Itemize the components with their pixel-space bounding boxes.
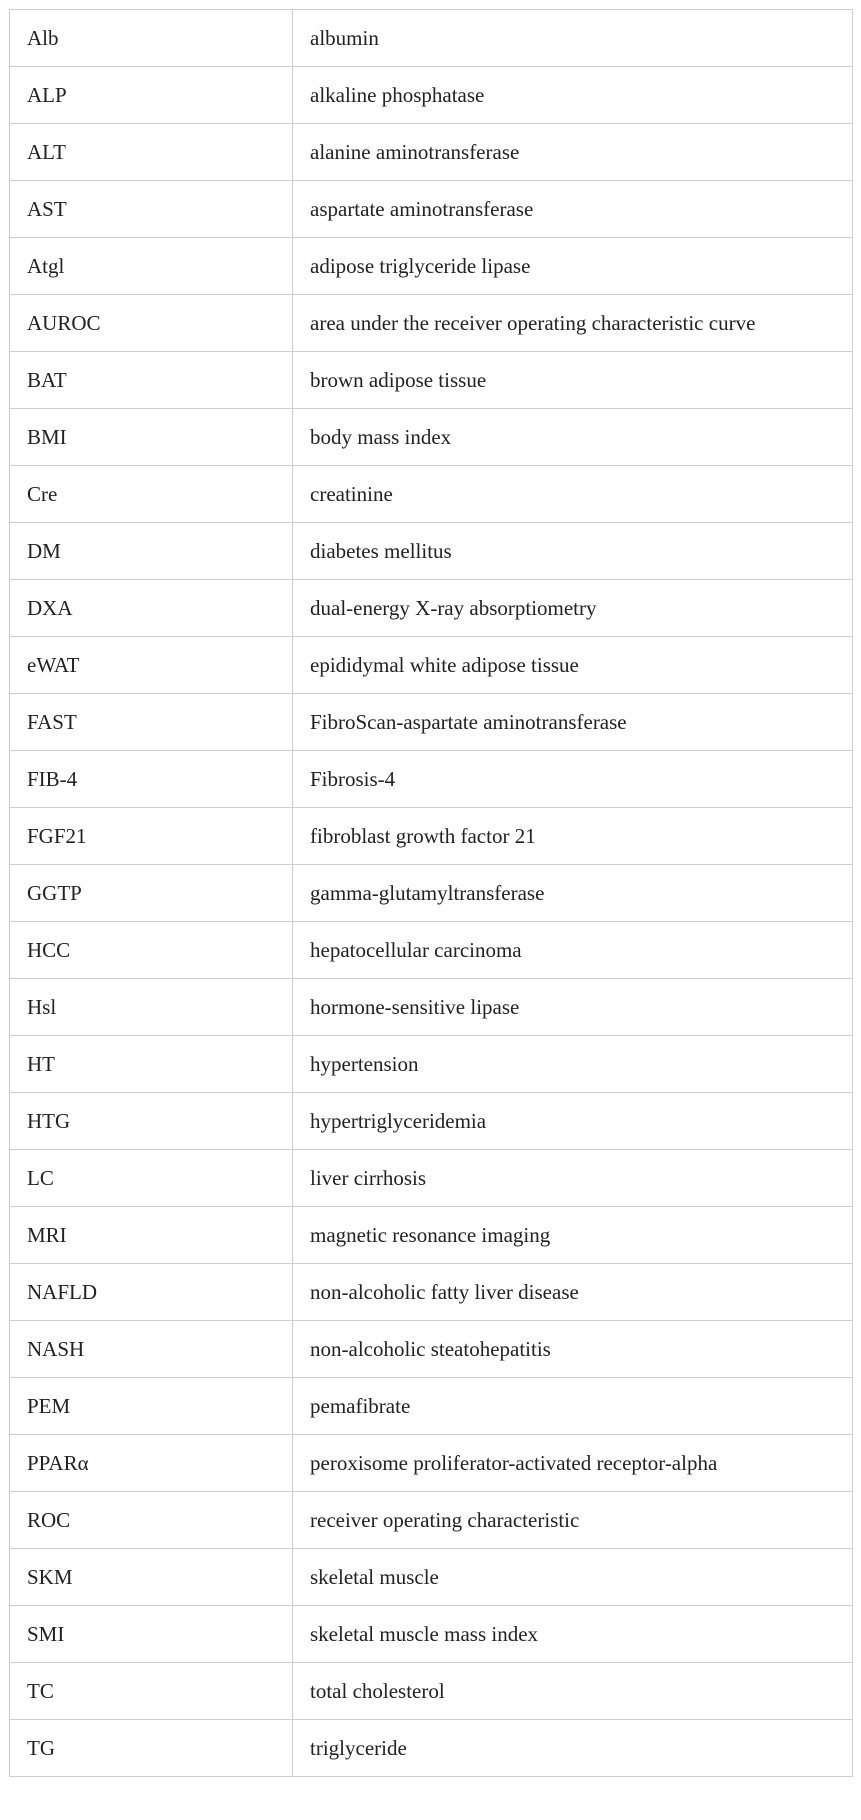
abbreviation-cell: PEM <box>10 1378 293 1435</box>
definition-cell: area under the receiver operating characteristic curve <box>293 295 853 352</box>
abbreviation-cell: HCC <box>10 922 293 979</box>
definition-cell: receiver operating characteristic <box>293 1492 853 1549</box>
table-row <box>10 466 853 523</box>
table-row <box>10 1720 853 1777</box>
table-row <box>10 979 853 1036</box>
table-row <box>10 10 853 67</box>
table-row <box>10 580 853 637</box>
abbreviation-cell: GGTP <box>10 865 293 922</box>
definition-cell: FibroScan-aspartate aminotransferase <box>293 694 853 751</box>
definition-cell: peroxisome proliferator-activated receptor-alpha <box>293 1435 853 1492</box>
abbreviation-cell: NASH <box>10 1321 293 1378</box>
table-row <box>10 1549 853 1606</box>
table-row <box>10 67 853 124</box>
abbreviation-cell: FIB-4 <box>10 751 293 808</box>
definition-cell: gamma-glutamyltransferase <box>293 865 853 922</box>
definition-cell: brown adipose tissue <box>293 352 853 409</box>
definition-cell: non-alcoholic steatohepatitis <box>293 1321 853 1378</box>
abbreviation-cell: NAFLD <box>10 1264 293 1321</box>
abbreviation-cell: PPARα <box>10 1435 293 1492</box>
definition-cell: creatinine <box>293 466 853 523</box>
table-row <box>10 865 853 922</box>
abbreviation-cell: TG <box>10 1720 293 1777</box>
definition-cell: liver cirrhosis <box>293 1150 853 1207</box>
definition-cell: triglyceride <box>293 1720 853 1777</box>
abbreviation-cell: BAT <box>10 352 293 409</box>
abbreviation-cell: HT <box>10 1036 293 1093</box>
definition-cell: albumin <box>293 10 853 67</box>
abbreviation-cell: HTG <box>10 1093 293 1150</box>
definition-cell: diabetes mellitus <box>293 523 853 580</box>
definition-cell: fibroblast growth factor 21 <box>293 808 853 865</box>
definition-cell: skeletal muscle <box>293 1549 853 1606</box>
table-row <box>10 1378 853 1435</box>
table-row <box>10 1435 853 1492</box>
table-row <box>10 409 853 466</box>
definition-cell: total cholesterol <box>293 1663 853 1720</box>
definition-cell: body mass index <box>293 409 853 466</box>
abbreviation-cell: BMI <box>10 409 293 466</box>
definition-cell: hypertriglyceridemia <box>293 1093 853 1150</box>
abbreviation-cell: ALT <box>10 124 293 181</box>
abbreviation-cell: Hsl <box>10 979 293 1036</box>
table-row <box>10 1207 853 1264</box>
abbreviation-cell: Cre <box>10 466 293 523</box>
table-row <box>10 808 853 865</box>
table-row <box>10 637 853 694</box>
table-row <box>10 295 853 352</box>
table-row <box>10 1150 853 1207</box>
definition-cell: hormone-sensitive lipase <box>293 979 853 1036</box>
table-row <box>10 1606 853 1663</box>
table-row <box>10 238 853 295</box>
table-body <box>10 10 853 1777</box>
abbreviations-table <box>9 9 853 1777</box>
abbreviations-table-container <box>9 9 852 1777</box>
table-row <box>10 694 853 751</box>
table-row <box>10 1093 853 1150</box>
table-row <box>10 922 853 979</box>
definition-cell: alanine aminotransferase <box>293 124 853 181</box>
table-row <box>10 1663 853 1720</box>
table-row <box>10 1264 853 1321</box>
table-row <box>10 523 853 580</box>
table-row <box>10 181 853 238</box>
abbreviation-cell: SMI <box>10 1606 293 1663</box>
table-row <box>10 1321 853 1378</box>
definition-cell: pemafibrate <box>293 1378 853 1435</box>
abbreviation-cell: ROC <box>10 1492 293 1549</box>
definition-cell: aspartate aminotransferase <box>293 181 853 238</box>
table-row <box>10 352 853 409</box>
table-row <box>10 124 853 181</box>
definition-cell: Fibrosis-4 <box>293 751 853 808</box>
definition-cell: hypertension <box>293 1036 853 1093</box>
table-row <box>10 751 853 808</box>
abbreviation-cell: Alb <box>10 10 293 67</box>
definition-cell: alkaline phosphatase <box>293 67 853 124</box>
abbreviation-cell: SKM <box>10 1549 293 1606</box>
definition-cell: dual-energy X-ray absorptiometry <box>293 580 853 637</box>
definition-cell: skeletal muscle mass index <box>293 1606 853 1663</box>
abbreviation-cell: MRI <box>10 1207 293 1264</box>
abbreviation-cell: AST <box>10 181 293 238</box>
table-row <box>10 1036 853 1093</box>
abbreviation-cell: ALP <box>10 67 293 124</box>
definition-cell: hepatocellular carcinoma <box>293 922 853 979</box>
abbreviation-cell: DXA <box>10 580 293 637</box>
abbreviation-cell: FAST <box>10 694 293 751</box>
abbreviation-cell: AUROC <box>10 295 293 352</box>
abbreviation-cell: LC <box>10 1150 293 1207</box>
definition-cell: epididymal white adipose tissue <box>293 637 853 694</box>
abbreviation-cell: TC <box>10 1663 293 1720</box>
definition-cell: non-alcoholic fatty liver disease <box>293 1264 853 1321</box>
abbreviation-cell: FGF21 <box>10 808 293 865</box>
abbreviation-cell: Atgl <box>10 238 293 295</box>
table-row <box>10 1492 853 1549</box>
definition-cell: adipose triglyceride lipase <box>293 238 853 295</box>
abbreviation-cell: DM <box>10 523 293 580</box>
abbreviation-cell: eWAT <box>10 637 293 694</box>
definition-cell: magnetic resonance imaging <box>293 1207 853 1264</box>
